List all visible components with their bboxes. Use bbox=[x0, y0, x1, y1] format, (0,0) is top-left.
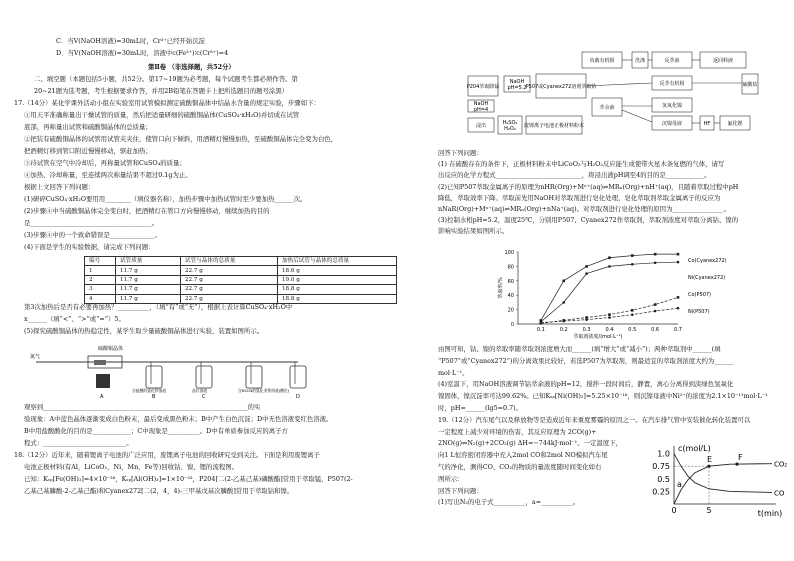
left-line-13: 根据上文回答下列问题： bbox=[24, 183, 95, 191]
flow-label-8-1: 反萃有机相 bbox=[659, 81, 685, 87]
table-cell: 22.7 g bbox=[181, 285, 278, 294]
x-tick-label: 0.3 bbox=[582, 327, 591, 333]
table-cell: 22.7 g bbox=[181, 266, 278, 275]
point-e bbox=[707, 465, 710, 468]
series-3-point bbox=[585, 272, 588, 275]
table-cell: 11.7 g bbox=[116, 285, 181, 294]
left-line-14: (1)研碎CuSO₄·xH₂O要用用________（填仪器名称），加热步骤中加热试管时至少要加热______次。 bbox=[24, 195, 307, 203]
series-1-point bbox=[677, 253, 680, 256]
process-flow-diagram bbox=[466, 48, 766, 136]
label-d: D bbox=[296, 394, 300, 400]
table-cell: 22.7 g bbox=[181, 275, 278, 284]
left-line-1: C．当V(NaOH溶液)=30mL时，Cr³⁺已经开始沉淀 bbox=[56, 37, 206, 45]
apparatus-figure bbox=[28, 340, 328, 402]
right-column bbox=[410, 0, 794, 561]
series-3-point bbox=[677, 261, 680, 264]
series-3-point bbox=[631, 263, 634, 266]
label-kscn: 含KSCN的氯化亚铁溶液(酸化) bbox=[238, 388, 290, 393]
table-cell: 18.8 g bbox=[278, 294, 397, 303]
time-tick-0: 0 bbox=[671, 506, 677, 515]
table-cell: 18.8 g bbox=[278, 285, 397, 294]
y-tick-label: 40 bbox=[507, 293, 514, 300]
legend-entry-3: Co(P507) bbox=[688, 292, 712, 298]
series-4-point bbox=[585, 316, 588, 319]
flow-label-18-1: 氟化锂 bbox=[727, 121, 743, 127]
series-4-point bbox=[677, 296, 680, 299]
annotation-f: F bbox=[738, 453, 743, 463]
conc-series-label-2: CO bbox=[774, 489, 785, 498]
label-c: C bbox=[202, 394, 206, 400]
left-line-6: 17.（14分）某化学课外活动小组在实验室用试管模拟测定硫酸铜晶体中结晶水含量的规定实验，步骤如下： bbox=[14, 99, 320, 107]
table-cell: 19.0 g bbox=[278, 275, 397, 284]
label-b: B bbox=[152, 394, 156, 400]
flow-label-13-1: 浸出 bbox=[475, 123, 487, 129]
flow-label-15-1: 废锂离子电池正极材料粉末 bbox=[523, 123, 585, 129]
table-row bbox=[85, 266, 397, 275]
flow-label-6-2: pH=5.2 bbox=[507, 85, 527, 91]
table-cell: 4 bbox=[85, 294, 116, 303]
flow-label-12-1: 氢氧化镍 bbox=[661, 103, 683, 109]
conc-axis-label: c(mol/L) bbox=[678, 444, 711, 453]
label-a: A bbox=[100, 394, 104, 400]
right-after-chart-line-3: mol·L⁻¹。 bbox=[438, 368, 469, 377]
right-line-7: (3)控制水相pH=5.2，温度25℃，分别用P507、Cyanex272作萃取剂，萃取剂浓度对萃取分离钴、镍的 bbox=[438, 216, 739, 225]
left-line-18: (4)下面是学生的实验数据，请完成下列问题： bbox=[24, 243, 155, 251]
left-line-2: D．当V(NaOH溶液)=30mL时，溶液中c(Fe³⁺)∶c(Cr³⁺)=4 bbox=[56, 49, 229, 57]
right-after-chart-line-11: 气的净化，测得CO、CO₂的物质的量浓度随时间变化如右 bbox=[438, 463, 602, 471]
table-header-cell: 编号 bbox=[85, 257, 116, 266]
series-2-point bbox=[677, 307, 680, 310]
y-tick-label: 60 bbox=[507, 278, 514, 285]
left-line-9: ②把装有硫酸铜晶体的试管用试管夹夹住，使管口向下倾斜，用酒精灯慢慢加热，至硫酸铜晶体完全变为白色， bbox=[24, 135, 338, 143]
left-after-figure-line-2: 验现象：A中蓝色晶体逐渐变成白色粉末，最后变成黑色粉末；B中产生白色沉淀；D中无色溶液变红色溶液。 bbox=[24, 415, 333, 423]
burner bbox=[96, 374, 110, 388]
conc-series-2 bbox=[674, 454, 772, 493]
right-line-6: nNaR(Org)+Mⁿ⁺(aq)⇌MRₙ(Org)+nNa⁺(aq)。对萃取剂进行皂化处理的原因为________________。 bbox=[438, 205, 730, 213]
left-after-figure-line-5: 18.（12分）近年来，随着锂离子电池的广泛应用，废锂离子电池的回收研究受到关注。下面是利用废锂离子 bbox=[14, 451, 320, 459]
right-after-chart-line-8: 一定程度上减少对环境的伤害，其反应原理为 2CO(g)+ bbox=[438, 427, 597, 436]
label-fuchsin: 品红溶液 bbox=[192, 388, 208, 393]
x-tick-label: 0.7 bbox=[674, 327, 682, 333]
series-1-point bbox=[585, 265, 588, 268]
table-row bbox=[85, 275, 397, 284]
left-line-15: (2)步骤④中当硫酸铜晶体完全变白时，把酒精灯在管口方向慢慢移动，继续加热的目的 bbox=[24, 207, 270, 215]
y-axis-label: 萃取率/% bbox=[498, 277, 504, 299]
sample-block bbox=[94, 360, 106, 365]
left-line-5: 20~21题为选考题，考生根据要求作答，并用2B铅笔在答题卡上把所选题目的题号涂黑） bbox=[34, 87, 289, 95]
series-3-point bbox=[562, 301, 565, 304]
wash-bottle-2 bbox=[196, 366, 212, 388]
left-line-12: ④加热、冷却称量，至连续两次称量结果不超过0.1g为止。 bbox=[24, 171, 192, 179]
label-nitrogen: 氮气 bbox=[30, 354, 41, 360]
series-3-point bbox=[654, 262, 657, 265]
series-3-point bbox=[608, 265, 611, 268]
legend-entry-2: Ni(Cyanex272) bbox=[688, 275, 726, 281]
data-table bbox=[84, 256, 397, 304]
table-cell: 1 bbox=[85, 266, 116, 275]
right-after-chart-line-1: 由图可知，钴、镍的萃取率随萃取剂浓度增大而______(填“增大”或“减小”)；两种萃取剂中______(填 bbox=[438, 345, 721, 353]
flow-label-2-1: 洗涤 bbox=[634, 58, 646, 64]
left-after-table-line-2: x______（填“<”、“>”或“=”）5。 bbox=[24, 315, 125, 323]
right-after-chart-line-6: 时，pH=______(lg5=0.7)。 bbox=[438, 404, 523, 412]
left-line-8: 底部，再称量出试管和硫酸铜晶体的总质量； bbox=[24, 123, 152, 131]
left-after-figure-line-3: B中用盐酸酸化的目的是____________；C中现象是__________。D中有单质参加反应的离子方 bbox=[24, 427, 288, 435]
point-f bbox=[735, 463, 738, 466]
flow-label-9-1: 硫酸钴 bbox=[742, 82, 758, 88]
extraction-chart bbox=[490, 244, 750, 340]
table-cell: 3 bbox=[85, 285, 116, 294]
conc-tick-label: 0.75 bbox=[652, 462, 670, 472]
flow-label-6-1: NaOH bbox=[509, 79, 525, 85]
series-1-point bbox=[654, 253, 657, 256]
series-4-point bbox=[562, 319, 565, 322]
series-line-4 bbox=[541, 297, 678, 323]
right-after-chart-line-9: 2NO(g)⇌N₂(g)+2CO₂(g) ΔH=−744kJ·mol⁻¹。一定温度下， bbox=[438, 439, 622, 448]
x-tick-label: 0.2 bbox=[559, 327, 568, 333]
left-line-11: ③待试管在空气中冷却后，再称量试管和CuSO₄的质量； bbox=[24, 159, 186, 167]
x-axis-label: 萃取剂浓度/(mol·L⁻¹) bbox=[573, 334, 623, 340]
y-tick-label: 20 bbox=[507, 307, 514, 314]
x-tick-label: 0.5 bbox=[628, 327, 637, 333]
series-2-point bbox=[631, 313, 634, 316]
right-after-chart-line-4: (4)室温下，用NaOH溶液调节钴萃余液的pH=12，搅拌一段时间后，静置，离心分离得到淡绿色氢氧化 bbox=[438, 380, 734, 389]
table-cell: 11.7 g bbox=[116, 294, 181, 303]
table-row bbox=[85, 285, 397, 294]
series-4-point bbox=[654, 303, 657, 306]
left-after-figure-line-6: 电池正极材料(有Al，LiCoO₂，Ni，Mn，Fe等)回收钴、镍、锂的流程图。 bbox=[24, 463, 239, 471]
label-sample: 硫酸铜晶体 bbox=[98, 346, 124, 352]
table-header-cell: 试管质量 bbox=[116, 257, 181, 266]
x-tick-label: 0.4 bbox=[605, 327, 614, 333]
table-cell: 18.6 g bbox=[278, 266, 397, 275]
conc-series-1 bbox=[674, 464, 772, 504]
left-after-figure-line-8: 乙基己基膦酸-2-乙基己酯)和Cyanex272[二(2，4，4)-三甲基戊基次膦酸]常用于萃取钴和镍。 bbox=[24, 487, 294, 495]
x-tick-label: 0.6 bbox=[651, 327, 660, 333]
left-after-table-line-1: 第3次加热后是否有必要再加热？__________，（填“有”或“无”），根据上表计算CuSO₄·xH₂O中 bbox=[24, 303, 293, 311]
wash-bottle-3 bbox=[246, 366, 262, 388]
right-line-4: (2)已知P507萃取金属离子的原理为nHR(Org)+Mⁿ⁺(aq)⇌MRₙ(Org)+nH⁺(aq)，且随着萃取过程中pH bbox=[438, 182, 739, 191]
conc-tick-label: 0.25 bbox=[652, 487, 670, 497]
right-line-5: 降低，萃取效率下降。萃取前先用NaOH对萃取剂进行皂化处理，皂化萃取剂萃取金属离子的反应为 bbox=[438, 193, 721, 202]
flow-label-1-1: 负载有机相 bbox=[589, 58, 615, 64]
table-header-row bbox=[85, 257, 397, 266]
right-after-chart-line-7: 19.（12分）汽车尾气以及释放物等是造成近年来重度雾霾的原因之一。在汽车排气管中安装催化转化装置可以 bbox=[438, 415, 751, 424]
series-2-point bbox=[608, 316, 611, 319]
time-axis-label: t(min) bbox=[757, 509, 783, 518]
series-2-point bbox=[654, 310, 657, 313]
right-line-8: 影响实验结果如图所示。 bbox=[438, 227, 509, 236]
left-after-figure-line-7: 已知：Kₛₚ[Fe(OH)₃]=4×10⁻³⁸，Kₛₚ[Al(OH)₃]=1×10⁻³³，P204[二(2-乙基己基)磷酸酯]常用于萃取锰，P507(2- bbox=[24, 475, 353, 483]
y-tick-label: 100 bbox=[504, 250, 514, 256]
x-tick-label: 0.1 bbox=[536, 327, 545, 333]
table-header-cell: 加热后试管与晶体的总质量 bbox=[278, 257, 397, 266]
flow-label-11-1: 萃余液 bbox=[599, 105, 615, 111]
table-header-cell: 试管与晶体的总质量 bbox=[181, 257, 278, 266]
right-after-chart-line-13: 回答下列问题： bbox=[438, 486, 483, 495]
label-bacl2: 含盐酸的氯化钡溶液 bbox=[132, 388, 167, 393]
y-tick-label: 0 bbox=[510, 322, 514, 328]
right-line-2: (1) 在硫酸存在的条件下，正极材料粉末中LiCoO₂与H₂O₂反应能生成使带火星木条复燃的气体，请写 bbox=[438, 160, 725, 169]
conc-tick-label: 0.5 bbox=[657, 474, 670, 484]
series-1-point bbox=[562, 280, 565, 283]
time-tick-5: 5 bbox=[706, 506, 712, 515]
series-4-point bbox=[631, 309, 634, 312]
left-after-table-line-3: (5)探究硫酸铜晶体的热稳定性，某学生取少量硫酸铜晶体进行实验，装置如图所示。 bbox=[24, 327, 264, 335]
left-line-16: 是______________________________________。 bbox=[24, 219, 159, 227]
annotation-a: a bbox=[677, 479, 682, 489]
right-line-1: 回答下列问题： bbox=[438, 149, 483, 157]
left-after-figure-line-4: 程式：__________________________。 bbox=[24, 439, 133, 447]
left-line-17: (3)步骤④中的一个致命错误是______________。 bbox=[24, 231, 161, 239]
legend-entry-4: Ni(P507) bbox=[688, 309, 710, 315]
left-line-4: 二、填空题（本题包括5小题，共52分。第17~19题为必考题，每个试题考生都必须作答。第 bbox=[34, 75, 298, 83]
right-after-chart-line-10: 向1 L恒容密闭容器中充入2mol CO和2mol NO模拟汽车尾 bbox=[438, 451, 608, 460]
right-after-chart-line-14: (1)写出N₂的电子式__________，a=__________。 bbox=[438, 498, 580, 507]
legend-entry-1: Co(Cyanex272) bbox=[688, 258, 727, 264]
flow-label-10-2: pH=4 bbox=[473, 107, 489, 113]
flow-label-7-1: P507或Cyanex272溶剂萃取钴 bbox=[525, 84, 597, 90]
series-1-point bbox=[631, 254, 634, 257]
flow-label-10-1: NaOH bbox=[473, 101, 489, 107]
y-tick-label: 80 bbox=[507, 264, 514, 271]
series-4-point bbox=[608, 313, 611, 316]
flow-label-3-1: 反萃液 bbox=[664, 58, 680, 64]
conc-series-label-1: CO₂ bbox=[774, 460, 788, 469]
table-cell: 11.7 g bbox=[116, 275, 181, 284]
right-line-3: 出反应的化学方程式___________________________，将浸出液pH调至4的目的是____________。 bbox=[438, 171, 711, 180]
left-line-10: 把酒精灯移到管口附近慢慢移动，驱赶加热； bbox=[24, 147, 152, 155]
flow-label-4-1: 返回料液 bbox=[712, 58, 734, 64]
flow-label-16-1: 沉镍母液 bbox=[661, 121, 683, 127]
concentration-chart bbox=[642, 440, 792, 518]
series-line-3 bbox=[541, 262, 678, 322]
right-after-chart-line-2: “P507”或“Cyanex272”)的分离效果比较好，若选P507为萃取剂，则最适宜的萃取剂浓度大约为______ bbox=[438, 356, 734, 365]
left-line-3: 第Ⅱ卷 （非选择题，共52分） bbox=[148, 63, 235, 71]
annotation-e: E bbox=[707, 455, 713, 465]
series-4-point bbox=[540, 322, 543, 325]
table-cell: 2 bbox=[85, 275, 116, 284]
flow-label-5-1: P204萃取除锰 bbox=[466, 84, 500, 90]
flow-label-14-2: H₂O₂ bbox=[504, 126, 516, 132]
wash-bottle-1 bbox=[146, 366, 162, 388]
flow-label-17-1: HF bbox=[703, 121, 711, 127]
right-after-chart-line-12: 图所示： bbox=[438, 474, 464, 483]
table-cell: 11.7 g bbox=[116, 266, 181, 275]
flow-arrow-7 bbox=[622, 110, 652, 122]
series-1-point bbox=[608, 256, 611, 259]
right-after-chart-line-5: 镍固体，镍沉淀率可达99.62%。已知Kₛₚ[Ni(OH)₂]=5.25×10⁻¹⁶，则沉镍母液中Ni²⁺的浓度为2.1×10⁻¹¹mol·L⁻¹ bbox=[438, 392, 768, 401]
conc-tick-label: 1.0 bbox=[657, 449, 670, 459]
left-after-figure-line-1: 观察到________________________________________________________________的实 bbox=[24, 403, 261, 411]
wash-bottle-4 bbox=[290, 366, 306, 388]
table-cell: 22.7 g bbox=[181, 294, 278, 303]
left-line-7: ①用天平准确称量出干燥试管的质量，然后把适量研细的硫酸铜晶体(CuSO₄·xH₂O)并切成在试管 bbox=[24, 111, 300, 119]
flow-label-14-1: H₂SO₄ bbox=[502, 120, 518, 126]
